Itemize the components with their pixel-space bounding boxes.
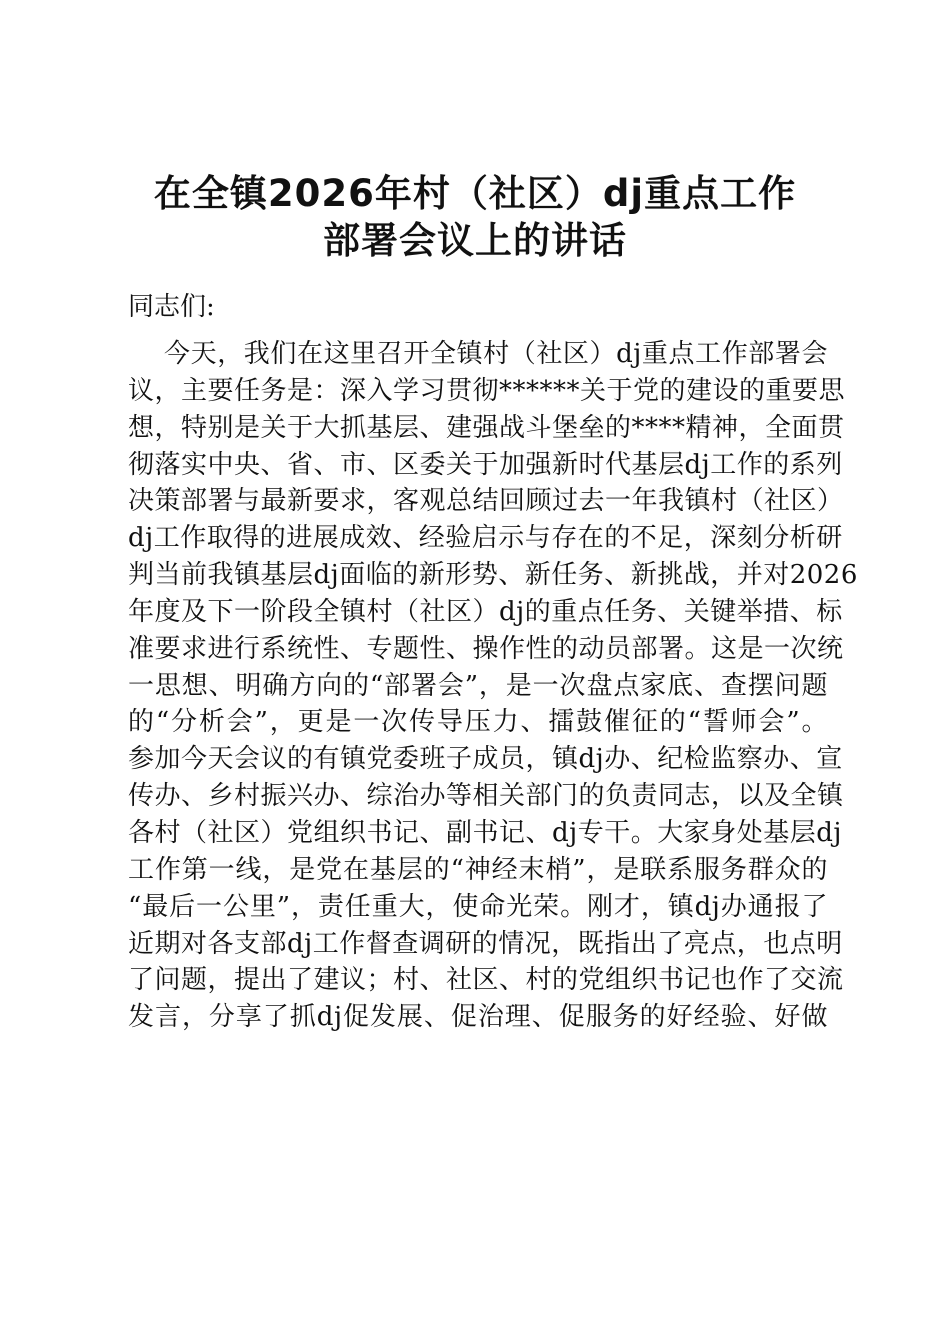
paragraph-line: 决策部署与最新要求，客观总结回顾过去一年我镇村（社区） bbox=[128, 486, 844, 517]
paragraph-line: 今天，我们在这里召开全镇村（社区）dj重点工作部署会 bbox=[164, 339, 828, 369]
paragraph-line: 近期对各支部dj工作督查调研的情况，既指出了亮点，也点明 bbox=[128, 928, 843, 959]
document-title-line-1: 在全镇2026年村（社区）dj重点工作 bbox=[153, 172, 797, 215]
greeting: 同志们: bbox=[128, 292, 215, 322]
paragraph-line: 一思想、明确方向的“部署会”，是一次盘点家底、查摆问题 bbox=[128, 670, 828, 701]
paragraph-line: 的“分析会”，更是一次传导压力、擂鼓催征的“誓师会”。 bbox=[128, 707, 828, 738]
paragraph-line: 准要求进行系统性、专题性、操作性的动员部署。这是一次统 bbox=[128, 633, 844, 664]
paragraph-line: 想，特别是关于大抓基层、建强战斗堡垒的****精神，全面贯 bbox=[128, 412, 845, 443]
paragraph-line: 了问题，提出了建议；村、社区、村的党组织书记也作了交流 bbox=[128, 965, 844, 996]
paragraph-line: 工作第一线，是党在基层的“神经末梢”，是联系服务群众的 bbox=[128, 854, 828, 885]
paragraph-line: 年度及下一阶段全镇村（社区）dj的重点任务、关键举措、标 bbox=[128, 596, 843, 627]
paragraph-line: 议，主要任务是：深入学习贯彻******关于党的建设的重要思 bbox=[128, 375, 846, 406]
document-title-line-2: 部署会议上的讲话 bbox=[323, 219, 627, 262]
paragraph-line: 参加今天会议的有镇党委班子成员，镇dj办、纪检监察办、宣 bbox=[128, 744, 843, 775]
paragraph-line: dj工作取得的进展成效、经验启示与存在的不足，深刻分析研 bbox=[128, 523, 843, 554]
paragraph-line: 彻落实中央、省、市、区委关于加强新时代基层dj工作的系列 bbox=[128, 449, 843, 480]
paragraph-line: 发言，分享了抓dj促发展、促治理、促服务的好经验、好做 bbox=[128, 1002, 828, 1033]
body-paragraph bbox=[128, 336, 858, 1036]
paragraph-line: 判当前我镇基层dj面临的新形势、新任务、新挑战，并对2026 bbox=[128, 560, 858, 591]
paragraph-line: 各村（社区）党组织书记、副书记、dj专干。大家身处基层dj bbox=[128, 817, 842, 848]
paragraph-line: “最后一公里”，责任重大，使命光荣。刚才，镇dj办通报了 bbox=[128, 891, 828, 922]
paragraph-line: 传办、乡村振兴办、综治办等相关部门的负责同志，以及全镇 bbox=[128, 781, 844, 812]
